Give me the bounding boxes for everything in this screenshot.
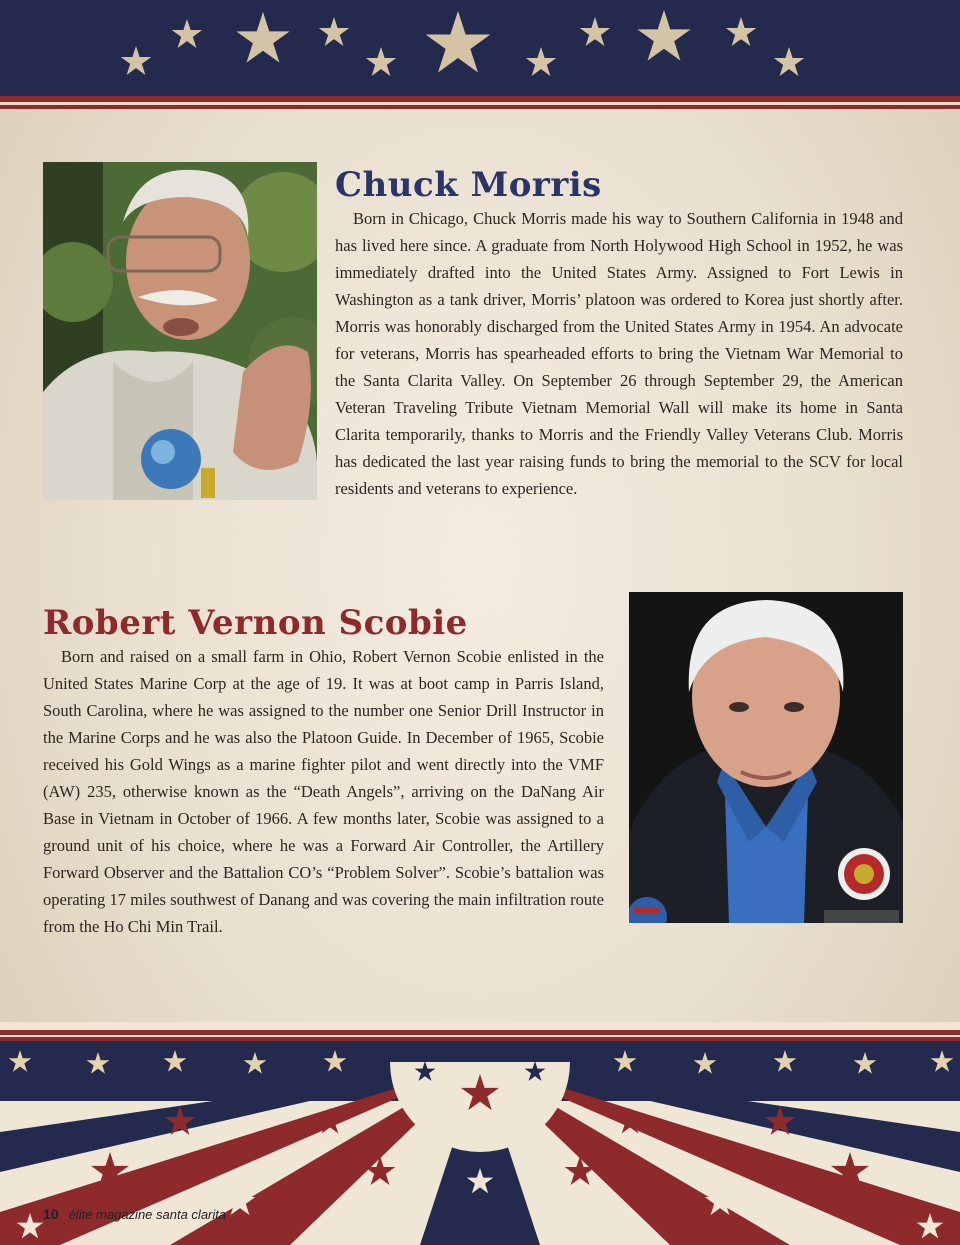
top-star-banner — [0, 0, 960, 96]
top-banner-fringe — [0, 96, 960, 112]
robert-scobie-photo — [629, 592, 903, 923]
page-folio — [43, 1206, 226, 1222]
top-stars-graphic — [0, 0, 960, 96]
chuck-morris-photo — [43, 162, 317, 500]
chuck-morris-bio: Born in Chicago, Chuck Morris made his way to Southern California in 1948 and has lived here since. A graduate from North Holywood High School in 1952, he was immediately drafted into the United States Army. Assigned to Fort Lewis in Washington as a tank driver, Morris’ platoon was ordered to Korea just shortly after. Morris was honorably discharged from the United States Army in 1954. An advocate for veterans, Morris has spearheaded efforts to bring the Vietnam War Memorial to the Santa Clarita Valley. On September 26 through September 29, the American Veteran Traveling Tribute Vietnam Memorial Wall will make its home in Santa Clarita temporarily, thanks to Morris and the Friendly Valley Veterans Club. Morris has dedicated the last year raising funds to bring the memorial to the SCV for local residents and veterans to experience. — [335, 209, 903, 498]
page-number: 10 — [43, 1206, 59, 1222]
publication-name: élite magazine santa clarita — [68, 1207, 227, 1222]
chuck-morris-heading: Chuck Morris — [335, 165, 602, 205]
robert-scobie-heading: Robert Vernon Scobie — [43, 603, 468, 643]
robert-scobie-bio: Born and raised on a small farm in Ohio, Robert Vernon Scobie enlisted in the United States Marine Corp at the age of 19. It was at boot camp in Parris Island, South Carolina, where he was assigned to the number one Senior Drill Instructor in the Marine Corps and he was also the Platoon Guide. In December of 1965, Scobie received his Gold Wings as a marine fighter pilot and went directly into the VMF (AW) 235, otherwise known as the “Death Angels”, arriving on the DaNang Air Base in Vietnam in October of 1966. A few months later, Scobie was assigned to a ground unit of his choice, where he was a Forward Air Controller, the Artillery Forward Observer and the Battalion CO’s “Problem Solver”. Scobie’s battalion was operating 17 miles southwest of Danang and was covering the main infiltration route from the Ho Chi Min Trail. — [43, 647, 604, 936]
